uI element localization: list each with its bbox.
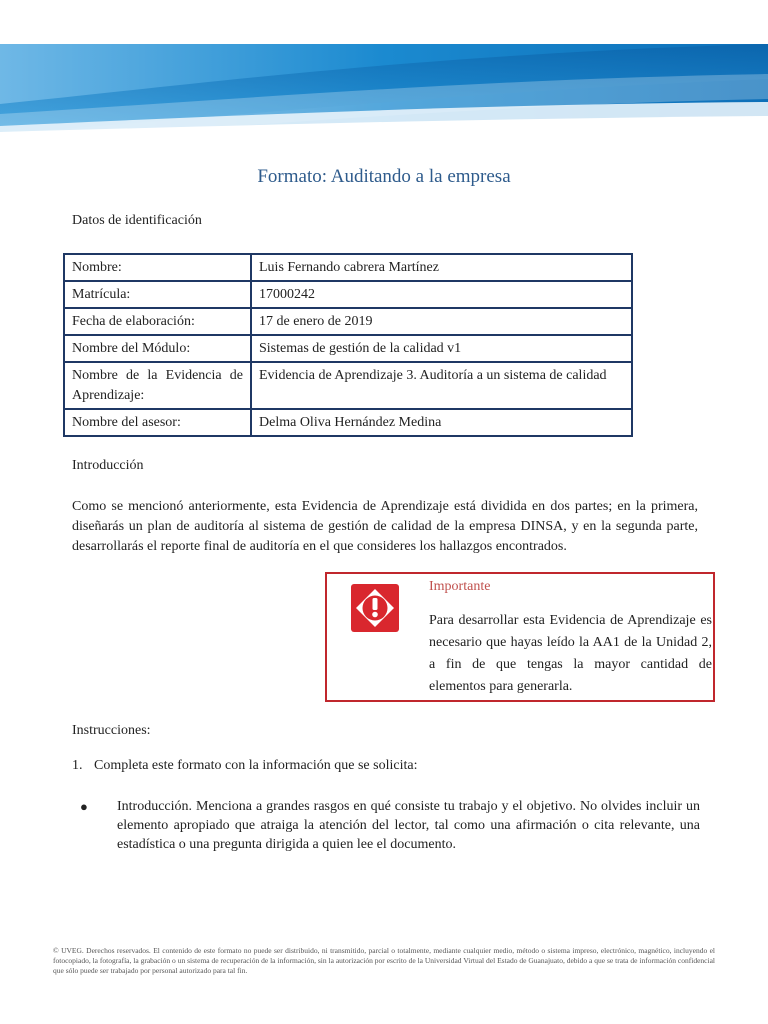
footer-copyright: © UVEG. Derechos reservados. El contenido de este formato no puede ser distribuido, ni transmitido, parcial o totalmente, mediante cualquier medio, método o sistema impreso, electrónico, magnético, incluyendo el fotocopiado, la fotografía, la grabación o un sistema de recuperación de la información, sin la autorización por escrito de la Universidad Virtual del Estado de Guanajuato, debido a que se trata de información confidencial que sólo puede ser trabajado por personal autorizado para tal fin. xyxy=(53,946,715,975)
table-label-cell: Nombre de la Evidencia de Aprendizaje: xyxy=(64,362,251,409)
table-row xyxy=(64,254,632,281)
introduction-paragraph: Como se mencionó anteriormente, esta Evidencia de Aprendizaje está dividida en dos partes; en la primera, diseñarás un plan de auditoría al sistema de gestión de calidad de la empresa DINSA, y en la segunda parte, desarrollarás el reporte final de auditoría en el que consideres los hallazgos encontrados. xyxy=(72,499,698,554)
table-label-cell: Nombre: xyxy=(64,254,251,281)
introduction-heading: Introducción xyxy=(72,458,144,473)
instruction-step xyxy=(72,758,417,774)
instructions-heading: Instrucciones: xyxy=(72,723,151,738)
table-value-cell: 17 de enero de 2019 xyxy=(251,308,632,335)
table-row xyxy=(64,335,632,362)
table-label-cell: Nombre del asesor: xyxy=(64,409,251,436)
table-value-cell: Evidencia de Aprendizaje 3. Auditoría a un sistema de calidad xyxy=(251,362,632,409)
bullet-icon: ● xyxy=(80,799,88,814)
table-value-cell: Sistemas de gestión de la calidad v1 xyxy=(251,335,632,362)
warning-icon xyxy=(351,584,399,632)
table-row xyxy=(64,409,632,436)
table-value-cell: 17000242 xyxy=(251,281,632,308)
table-row xyxy=(64,362,632,409)
table-label-cell: Matrícula: xyxy=(64,281,251,308)
bullet-text: Introducción. Menciona a grandes rasgos en qué consiste tu trabajo y el objetivo. No olvides incluir un elemento apropiado que atraiga la atención del lector, tal como una afirmación o cita relevante, una estadística o una pregunta dirigida a quien lee el documento. xyxy=(117,799,700,852)
page-title: Formato: Auditando a la empresa xyxy=(257,166,511,187)
table-label-cell: Fecha de elaboración: xyxy=(64,308,251,335)
table-row xyxy=(64,281,632,308)
important-callout xyxy=(325,572,715,702)
step-text: Completa este formato con la información que se solicita: xyxy=(94,758,418,773)
table-value-cell: Luis Fernando cabrera Martínez xyxy=(251,254,632,281)
table-value-cell: Delma Oliva Hernández Medina xyxy=(251,409,632,436)
table-row xyxy=(64,308,632,335)
important-text: Para desarrollar esta Evidencia de Aprendizaje es necesario que hayas leído la AA1 de la Unidad 2, a fin de que tengas la mayor cantidad de elementos para generarla. xyxy=(429,613,712,694)
important-title: Importante xyxy=(429,579,491,594)
identification-heading: Datos de identificación xyxy=(72,213,202,228)
step-number: 1. xyxy=(72,758,83,773)
identification-table xyxy=(63,253,633,437)
header-banner xyxy=(0,44,768,144)
table-label-cell: Nombre del Módulo: xyxy=(64,335,251,362)
